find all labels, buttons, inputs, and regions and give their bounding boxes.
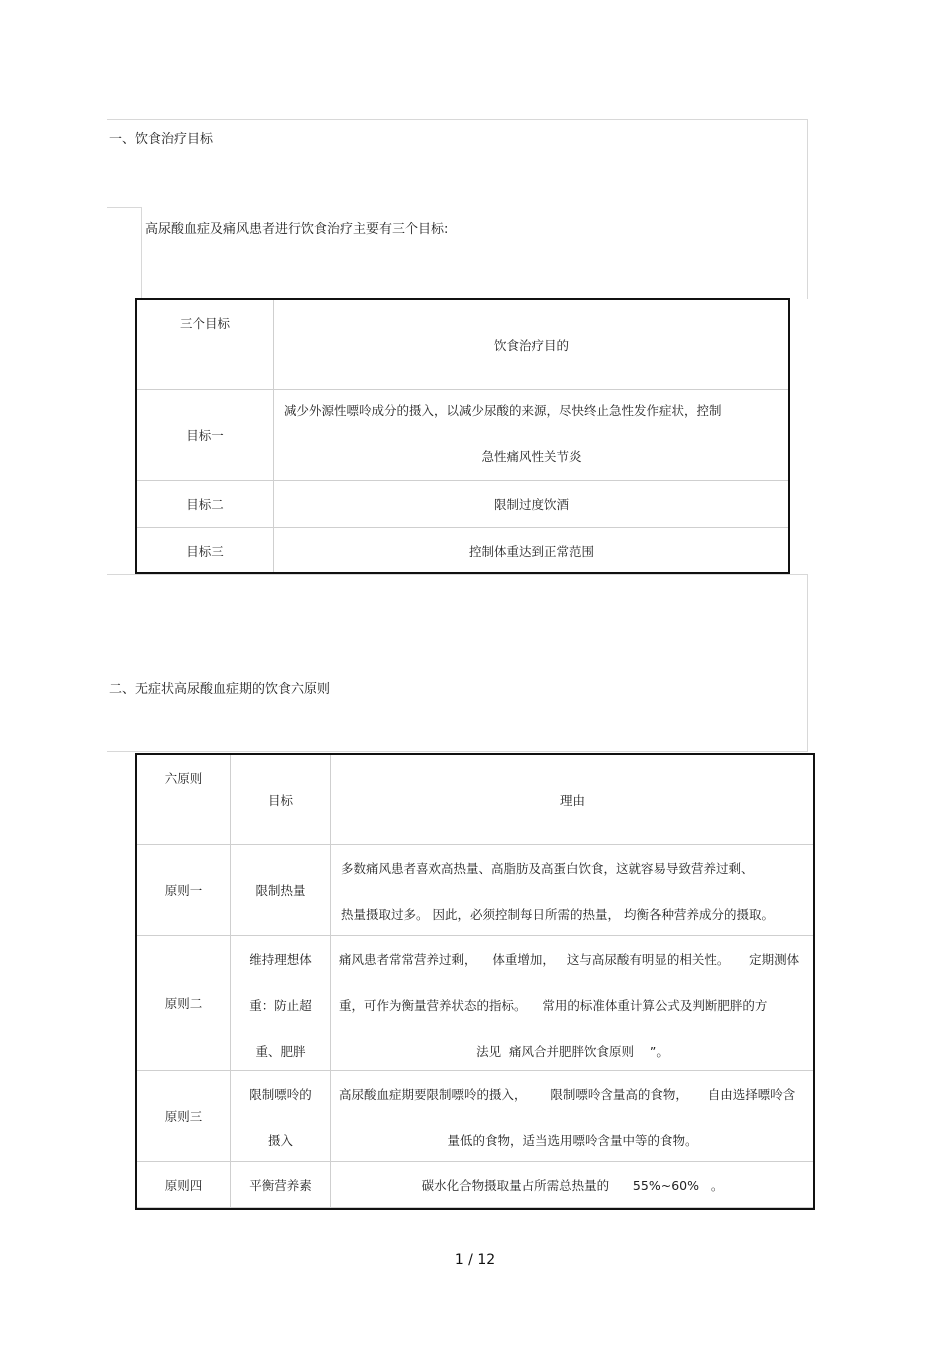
goal-cell: 平衡营养素 xyxy=(231,1162,331,1208)
section-heading-1: 一、饮食治疗目标 xyxy=(109,132,214,147)
table-row xyxy=(137,481,790,528)
goal-line: 重：防止超 xyxy=(249,998,312,1013)
goal-cell xyxy=(231,936,331,1071)
frame-line xyxy=(107,574,808,575)
frame-line xyxy=(107,751,808,752)
goal-cell: 限制热量 xyxy=(231,845,331,936)
reason-line: 高尿酸血症期要限制嘌呤的摄入， 限制嘌呤含量高的食物， 自由选择嘌呤含 xyxy=(339,1087,796,1102)
row-content: 限制过度饮酒 xyxy=(274,481,790,528)
goal-line: 摄入 xyxy=(267,1133,293,1148)
content-line: 急性痛风性关节炎 xyxy=(481,449,582,464)
row-label: 原则一 xyxy=(137,845,231,936)
goals-table xyxy=(136,299,790,574)
intro-text: 高尿酸血症及痛风患者进行饮食治疗主要有三个目标: xyxy=(145,222,449,237)
frame-line xyxy=(107,207,142,208)
goal-line: 重、肥胖 xyxy=(255,1044,306,1059)
reason-line: 多数痛风患者喜欢高热量、高脂肪及高蛋白饮食，这就容易导致营养过剩、 xyxy=(341,861,754,876)
reason-line: 痛风患者常常营养过剩， 体重增加， 这与高尿酸有明显的相关性。 定期测体 xyxy=(339,952,800,967)
frame-line xyxy=(807,119,808,299)
table-row xyxy=(137,936,815,1071)
reason-cell xyxy=(331,936,815,1071)
section-heading-2: 二、无症状高尿酸血症期的饮食六原则 xyxy=(109,682,331,697)
row-label: 原则三 xyxy=(137,1071,231,1162)
frame-line xyxy=(807,574,808,752)
table-row xyxy=(137,1162,815,1208)
table-row xyxy=(137,1071,815,1162)
header-cell: 六原则 xyxy=(137,755,231,845)
row-content xyxy=(274,390,790,481)
frame-line xyxy=(141,207,142,299)
row-label: 原则二 xyxy=(137,936,231,1071)
row-content: 控制体重达到正常范围 xyxy=(274,528,790,574)
header-cell: 目标 xyxy=(231,755,331,845)
reason-line: 重，可作为衡量营养状态的指标。 常用的标准体重计算公式及判断肥胖的方 xyxy=(339,998,768,1013)
table-header-row xyxy=(137,300,790,390)
frame-line xyxy=(107,119,808,120)
header-cell: 理由 xyxy=(331,755,815,845)
goal-line: 限制嘌呤的 xyxy=(249,1087,312,1102)
row-label: 目标一 xyxy=(137,390,274,481)
table-row xyxy=(137,845,815,936)
reason-cell xyxy=(331,1071,815,1162)
content-line: 减少外源性嘌呤成分的摄入，以减少尿酸的来源，尽快终止急性发作症状，控制 xyxy=(284,403,722,418)
reason-cell: 碳水化合物摄取量占所需总热量的 55%~60% 。 xyxy=(331,1162,815,1208)
row-label: 目标二 xyxy=(137,481,274,528)
reason-line: 热量摄取过多。 因此，必须控制每日所需的热量， 均衡各种营养成分的摄取。 xyxy=(341,907,774,922)
table-row xyxy=(137,528,790,574)
goal-cell xyxy=(231,1071,331,1162)
principles-table xyxy=(136,754,815,1208)
page-number: 1 / 12 xyxy=(454,1252,496,1268)
header-cell: 饮食治疗目的 xyxy=(274,300,790,390)
table-header-row xyxy=(137,755,815,845)
reason-cell xyxy=(331,845,815,936)
header-cell: 三个目标 xyxy=(137,300,274,390)
table-row xyxy=(137,390,790,481)
row-label: 原则四 xyxy=(137,1162,231,1208)
reason-line: 法见 痛风合并肥胖饮食原则 ”。 xyxy=(476,1044,669,1059)
goal-line: 维持理想体 xyxy=(249,952,312,967)
reason-line: 量低的食物，适当选用嘌呤含量中等的食物。 xyxy=(447,1133,698,1148)
row-label: 目标三 xyxy=(137,528,274,574)
